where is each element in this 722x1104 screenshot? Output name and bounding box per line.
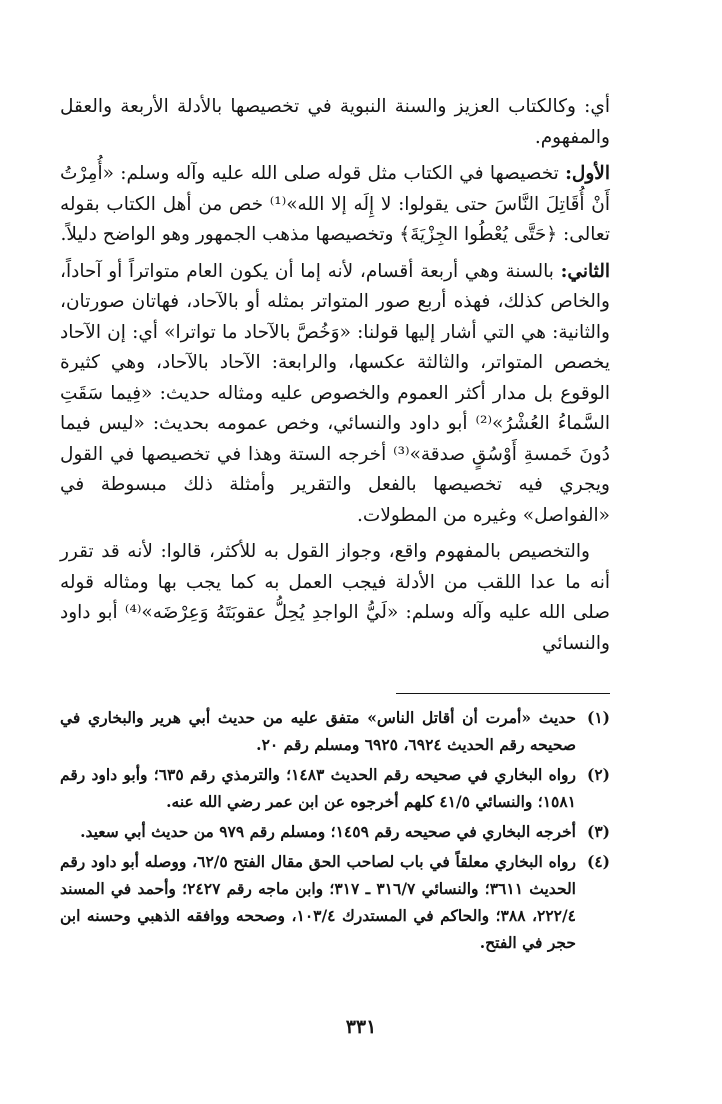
- footnote-text: حديث «أمرت أن أقاتل الناس» متفق عليه من حديث أبي هرير والبخاري في صحيحه رقم الحديث ٦٩٢٤، ٦٩٢٥ ومسلم رقم ٢٠.: [60, 708, 576, 754]
- footnote-item: [60, 704, 610, 758]
- footnote-item: [60, 761, 610, 815]
- footnote-item: [60, 848, 610, 956]
- paragraph-2: [60, 159, 610, 251]
- footnote-separator-wrap: [60, 663, 610, 704]
- paragraph-2-label: الأول:: [565, 163, 610, 184]
- footnote-text: أخرجه البخاري في صحيحه رقم ١٤٥٩؛ ومسلم رقم ٩٧٩ من حديث أبي سعيد.: [80, 822, 576, 841]
- footnote-text: رواه البخاري معلقاً في باب لصاحب الحق مقال الفتح ٦٢/٥، ووصله أبو داود رقم الحديث ٣٦١١؛ والنسائي ٣١٦/٧ ـ ٣١٧؛ وابن ماجه رقم ٢٤٢٧؛ وأحمد في المسند ٢٢٢/٤، ٣٨٨؛ والحاكم في المستدرك ١٠٣/٤، وصححه ووافقه الذهبي وحسنه ابن حجر في الفتح.: [60, 852, 576, 952]
- footnote-text: رواه البخاري في صحيحه رقم الحديث ١٤٨٣؛ والترمذي رقم ٦٣٥؛ وأبو داود رقم ١٥٨١؛ والنسائي ٤١/٥ كلهم أخرجوه عن ابن عمر رضي الله عنه.: [60, 765, 576, 811]
- paragraph-1: أي: وكالكتاب العزيز والسنة النبوية في تخصيصها بالأدلة الأربعة والعقل والمفهوم.: [60, 96, 610, 148]
- paragraph-2-text: تخصيصها في الكتاب مثل قوله صلى الله عليه وآله وسلم: «أُمِرْتُ أَنْ أُقَاتِلَ النَّاسَ حتى يقولوا: لا إِلَه إلا الله»⁽¹⁾ خص من أهل الكتاب بقوله تعالى: ﴿حَتَّى يُعْطُوا الجِزْيَةَ﴾ وتخصيصها مذهب الجمهور وهو الواضح دليلاً.: [60, 163, 610, 245]
- paragraph-3-text: بالسنة وهي أربعة أقسام، لأنه إما أن يكون العام متواتراً أو آحاداً، والخاص كذلك، فهذه أربع صور المتواتر بمثله أو بالآحاد، فهاتان صورتان، والثانية: هي التي أشار إليها قولنا: «وَخُصَّ بالآحاد ما تواترا» أي: إن الآحاد يخصص المتواتر، والثالثة عكسها، والرابعة: الآحاد بالآحاد، وهي كثيرة الوقوع بل مدار أكثر العموم والخصوص عليه ومثاله حديث: «فِيما سَقَتِ السَّماءُ العُشْرُ»⁽²⁾ أبو داود والنسائي، وخص عمومه بحديث: «ليس فيما دُونَ خَمسةِ أَوْسُقٍ صدقة»⁽³⁾ أخرجه الستة وهذا في تخصيصها في القول ويجري فيه تخصيصها بالفعل والتقرير وأمثلة ذلك مبسوطة في «الفواصل» وغيره من المطولات.: [60, 260, 611, 526]
- footnote-separator: [396, 693, 610, 694]
- page-number: ٣٣١: [345, 1016, 377, 1038]
- footnote-number: (٣): [586, 822, 610, 841]
- footnote-item: [60, 818, 610, 845]
- main-body-text: [60, 92, 610, 659]
- footnote-number: (٢): [586, 765, 610, 784]
- footnotes: [60, 704, 610, 956]
- paragraph-3: [60, 257, 610, 532]
- footnote-number: (١): [586, 708, 610, 727]
- paragraph-4: والتخصيص بالمفهوم واقع، وجواز القول به للأكثر، قالوا: لأنه قد تقرر أنه ما عدا اللقب من الأدلة فيجب العمل به كما يجب بها ومثاله قوله صلى الله عليه وآله وسلم: «لَيُّ الواجدِ يُحِلُّ عقوبَتَهُ وَعِرْضَه»⁽⁴⁾ أبو داود والنسائي: [60, 541, 611, 654]
- paragraph-3-label: الثاني:: [560, 260, 610, 282]
- footnote-number: (٤): [586, 852, 610, 871]
